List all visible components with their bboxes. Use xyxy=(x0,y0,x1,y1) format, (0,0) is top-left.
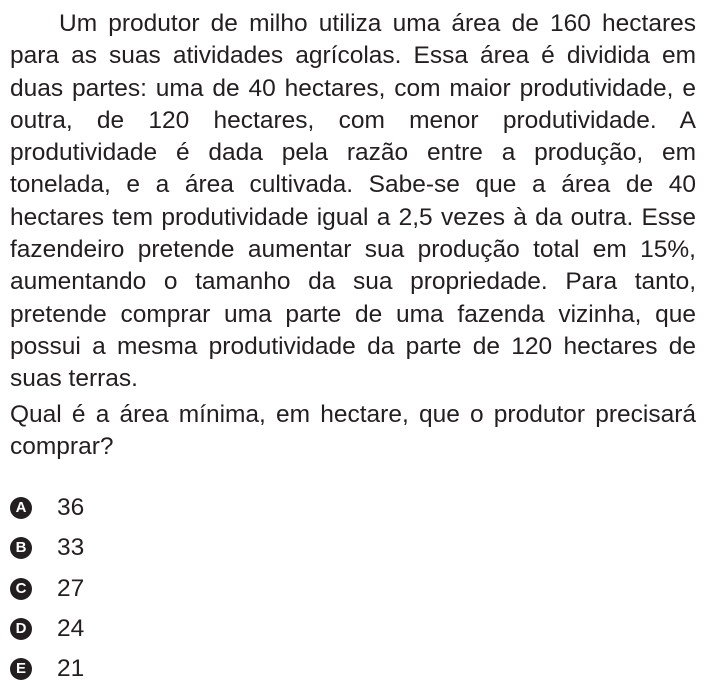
question-text xyxy=(10,8,696,463)
option-value: 21 xyxy=(57,655,85,683)
option-b[interactable] xyxy=(10,528,84,568)
option-value: 33 xyxy=(57,534,85,562)
option-letter-badge: B xyxy=(10,537,32,559)
question-prompt: Qual é a área mínima, em hectare, que o produtor precisará comprar? xyxy=(10,400,696,460)
option-d[interactable] xyxy=(10,609,84,649)
question-paragraph: Um produtor de milho utiliza uma área de 160 hectares para as suas atividades agrícolas. Essa área é dividida em duas partes: uma de 40 hectares, com maior produtividade, e outra, de 120 hectares, com menor produtividade. A produtividade é dada pela razão entre a produção, em tonelada, e a área cultivada. Sabe-se que a área de 40 hectares tem produtividade igual a 2,5 vezes à da outra. Esse fazendeiro pretende aumentar sua produção total em 15%, aumentando o tamanho da sua propriedade. Para tanto, pretende comprar uma parte de uma fazenda vizinha, que possui a mesma produtividade da parte de 120 hectares de suas terras. xyxy=(10,10,696,393)
option-value: 24 xyxy=(57,615,85,643)
option-letter-badge: D xyxy=(10,618,32,640)
option-a[interactable] xyxy=(10,488,84,528)
option-e[interactable] xyxy=(10,649,84,689)
option-letter-badge: C xyxy=(10,578,32,600)
option-c[interactable] xyxy=(10,569,84,609)
option-value: 36 xyxy=(57,494,85,522)
option-value: 27 xyxy=(57,574,85,602)
option-letter-badge: A xyxy=(10,497,32,519)
option-letter-badge: E xyxy=(10,658,32,680)
answer-options xyxy=(10,488,84,689)
